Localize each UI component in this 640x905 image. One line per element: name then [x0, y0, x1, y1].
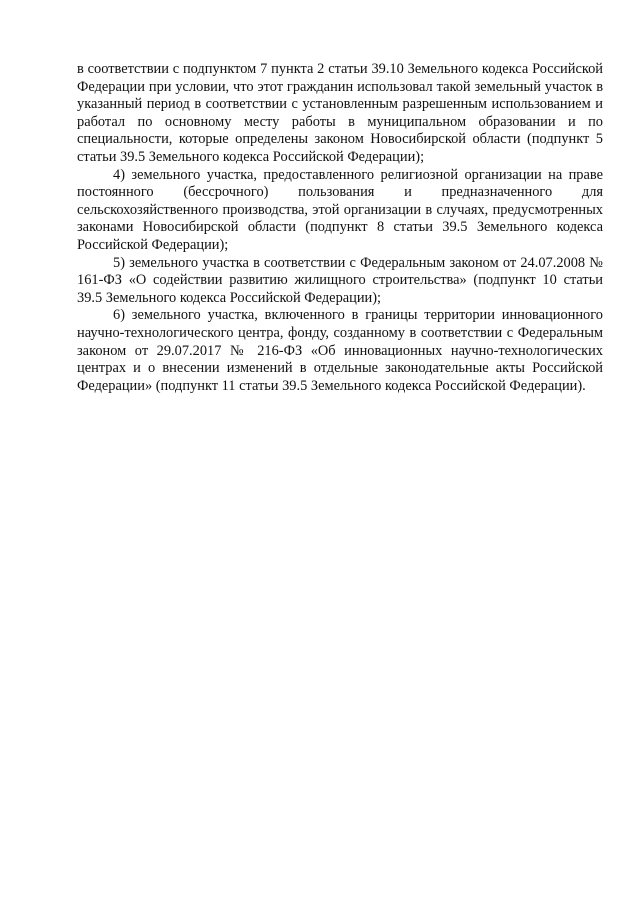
- paragraph-item-6: 6) земельного участка, включенного в границы территории инновационного научно-технологического центра, фонду, созданному в соответствии с Федеральным законом от 29.07.2017 № 216-ФЗ «Об инновационных научно-технологических центрах и о внесении изменений в отдельные законодательные акты Российской Федерации» (подпункт 11 статьи 39.5 Земельного кодекса Российской Федерации).: [77, 307, 603, 394]
- document-body: [77, 61, 603, 395]
- paragraph-continuation: в соответствии с подпунктом 7 пункта 2 статьи 39.10 Земельного кодекса Российской Федерации при условии, что этот гражданин использовал такой земельный участок в указанный период в соответствии с установленным разрешенным использованием и работал по основному месту работы в муниципальном образовании и по специальности, которые определены законом Новосибирской области (подпункт 5 статьи 39.5 Земельного кодекса Российской Федерации);: [77, 61, 603, 165]
- paragraph-item-5: 5) земельного участка в соответствии с Федеральным законом от 24.07.2008 № 161-ФЗ «О содействии развитию жилищного строительства» (подпункт 10 статьи 39.5 Земельного кодекса Российской Федерации);: [77, 254, 603, 306]
- paragraph-item-4: 4) земельного участка, предоставленного религиозной организации на праве постоянного (бессрочного) пользования и предназначенного для сельскохозяйственного производства, этой организации в случаях, предусмотренных законами Новосибирской области (подпункт 8 статьи 39.5 Земельного кодекса Российской Федерации);: [77, 166, 603, 253]
